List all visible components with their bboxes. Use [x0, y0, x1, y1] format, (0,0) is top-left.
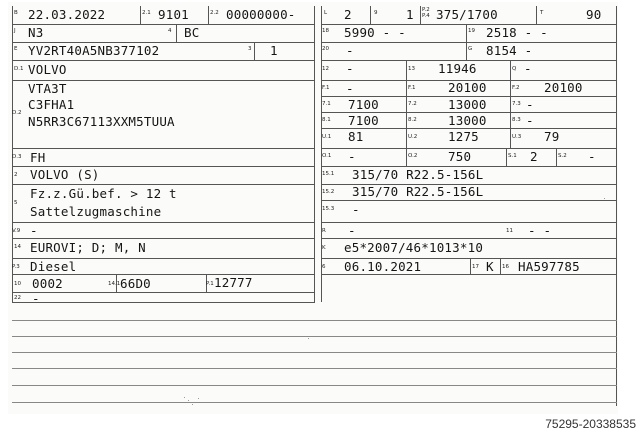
field-code: 15.2 [322, 189, 335, 195]
row-divider [321, 42, 617, 43]
field-separator [510, 60, 511, 148]
row-divider [12, 148, 315, 149]
support-load: 11946 [438, 61, 477, 76]
field-code: U.3 [512, 134, 522, 140]
variant-line: C3FHA1 [28, 97, 75, 112]
vin: YV2RT40A5NB377102 [28, 43, 160, 58]
tyres-axle-2: 315/70 R22.5-156L [352, 184, 484, 199]
right-outer-border [616, 6, 617, 406]
noise-standstill: 81 [348, 129, 364, 144]
body-type: BC [184, 25, 200, 40]
length: 5990 - - [344, 25, 406, 40]
row-divider [12, 292, 315, 293]
field-code: S.2 [558, 153, 567, 159]
body-description: Sattelzugmaschine [30, 204, 162, 219]
scan-speck [184, 397, 185, 398]
trade-name: FH [30, 150, 46, 165]
field-separator [500, 258, 501, 274]
type-line-1: VTA3T [28, 81, 67, 96]
axle-load-1: 7100 [348, 97, 379, 112]
row-divider [12, 238, 315, 239]
scan-speck [192, 404, 193, 405]
displacement: 12777 [214, 275, 253, 290]
field-separator [470, 258, 471, 274]
colour: - [348, 223, 356, 238]
field-code: 5 [14, 200, 18, 206]
trailer-load-braked: - [348, 149, 356, 164]
field-code: F.2 [512, 85, 520, 91]
scan-speck [198, 398, 199, 399]
tyres-axle-3: - [352, 202, 360, 217]
field-code: 7.2 [408, 101, 417, 107]
row-divider [12, 274, 315, 275]
field-separator [406, 148, 407, 166]
field-separator [406, 60, 407, 148]
field-code: 8.3 [512, 117, 521, 123]
code-17: K [486, 259, 494, 274]
field-code: S.1 [508, 153, 517, 159]
trailer-load-unbraked: 750 [448, 149, 472, 164]
field-f1-placeholder: - [346, 81, 354, 96]
field-separator [536, 6, 537, 24]
standing-places: - [588, 149, 596, 164]
field-code: 12 [322, 66, 329, 72]
field-code: 19 [468, 28, 475, 34]
height: - [346, 43, 354, 58]
field-code: 22 [14, 295, 21, 301]
field-code: G [468, 46, 473, 52]
field-code: U.2 [408, 134, 418, 140]
type-code: 00000000- [226, 7, 296, 22]
field-separator [254, 42, 255, 60]
field-code: R [322, 228, 326, 234]
vehicle-category: Fz.z.Gü.bef. > 12 t [30, 186, 177, 201]
field-code: J [14, 28, 16, 34]
field-code: D.3 [12, 154, 22, 160]
field-code: 7.1 [322, 101, 331, 107]
remarks-line [12, 320, 617, 321]
empty-mass: 8154 - [486, 43, 533, 58]
field-code: 14.1 [108, 281, 121, 287]
field-separator [176, 24, 177, 42]
field-code: 8.1 [322, 117, 331, 123]
field-code: 17 [472, 264, 479, 270]
remarks-line [12, 352, 617, 353]
field-code: U.1 [322, 134, 332, 140]
seats: 2 [530, 149, 538, 164]
field-code: F.1 [408, 85, 416, 91]
field-code: O.2 [408, 153, 418, 159]
emission-class: - [30, 223, 38, 238]
remarks-line [12, 402, 617, 403]
field-code: P.2 P.4 [422, 7, 430, 19]
field-code: O.1 [322, 153, 332, 159]
vehicle-class: N3 [28, 25, 44, 40]
field-code: E [14, 46, 18, 52]
driven-axles: 1 [406, 7, 414, 22]
remarks-line [12, 368, 617, 369]
tank-volume: - [346, 61, 354, 76]
field-code: 2.1 [142, 10, 151, 16]
field-code: K [322, 245, 326, 251]
field-code: 10 [14, 281, 21, 287]
first-registration-date: 22.03.2022 [28, 7, 106, 22]
field-code: 4 [168, 28, 172, 34]
axle-load-permitted-3: - [526, 113, 534, 128]
tyres-axle-1: 315/70 R22.5-156L [352, 167, 484, 182]
fuel-type: Diesel [30, 259, 77, 274]
field-code: F.1 [322, 85, 330, 91]
emission-directive: EUROVI; D; M, N [30, 240, 146, 255]
manufacturer-name: VOLVO (S) [30, 167, 100, 182]
field-code: 6 [322, 264, 326, 270]
make: VOLVO [28, 62, 67, 77]
noise-driving: 79 [544, 129, 560, 144]
field-separator [140, 6, 141, 24]
permitted-mass: 20100 [544, 80, 583, 95]
row-divider [12, 184, 315, 185]
field-code: 15.3 [322, 206, 335, 212]
field-code: B [14, 10, 18, 16]
field-code: 7.3 [512, 101, 521, 107]
document-number: HA597785 [518, 259, 580, 274]
field-code: 14 [14, 244, 21, 250]
row-divider [321, 274, 617, 275]
code-14-1: 66D0 [120, 276, 151, 291]
check-digit: 1 [270, 43, 278, 58]
field-code: 15.1 [322, 171, 335, 177]
field-code: 3 [248, 46, 252, 52]
field-code: D.1 [14, 66, 24, 72]
axle-load-2: 13000 [448, 97, 487, 112]
field-separator [208, 6, 209, 24]
manufacturer-code: 9101 [158, 7, 189, 22]
field-code: 2.2 [210, 10, 219, 16]
remarks-line [12, 385, 617, 386]
row-divider [321, 238, 617, 239]
field-separator [506, 148, 507, 166]
version-line: N5RR3C67113XXM5TUUA [28, 114, 175, 129]
colour-code: - - [528, 223, 552, 238]
row-divider [12, 222, 315, 223]
remarks-line [12, 336, 617, 337]
axle-load-permitted-1: 7100 [348, 113, 379, 128]
field-separator [370, 6, 371, 24]
remarks-22: - [32, 291, 40, 306]
field-code: T [540, 10, 544, 16]
code-10: 0002 [32, 276, 63, 291]
max-speed: 90 [586, 7, 602, 22]
width: 2518 - - [486, 25, 548, 40]
field-code: 18 [322, 28, 329, 34]
field-code: V.9 [12, 228, 21, 234]
row-divider [12, 24, 315, 25]
field-separator [466, 24, 467, 60]
scan-speck [188, 400, 189, 401]
certificate-form [8, 2, 618, 414]
field-code: D.2 [12, 110, 22, 116]
power-rpm: 375/1700 [436, 7, 498, 22]
scan-speck [308, 338, 309, 339]
field-code: L [324, 10, 328, 16]
field-code: P.1 [206, 281, 214, 287]
field-code: P.3 [12, 264, 20, 270]
field-separator [420, 6, 421, 24]
scan-speck [604, 198, 605, 199]
type-approval-number: e5*2007/46*1013*10 [344, 240, 484, 255]
field-code: 2 [14, 172, 18, 178]
field-separator [556, 148, 557, 166]
row-divider [12, 60, 315, 61]
row-divider [321, 200, 617, 201]
approval-date: 06.10.2021 [344, 259, 422, 274]
row-divider [12, 302, 315, 303]
max-mass: 20100 [448, 80, 487, 95]
field-code: 9 [374, 10, 378, 16]
field-code: 11 [506, 228, 513, 234]
axle-load-permitted-2: 13000 [448, 113, 487, 128]
power-weight-ratio: - [524, 61, 532, 76]
axles: 2 [344, 7, 352, 22]
field-code: 13 [408, 66, 415, 72]
field-code: 8.2 [408, 117, 417, 123]
row-divider [321, 222, 617, 223]
axle-load-3: - [526, 97, 534, 112]
field-code: 20 [322, 46, 329, 52]
field-code: 16 [502, 264, 509, 270]
listing-reference: 75295-20338535 [545, 417, 636, 431]
field-code: Q [512, 66, 517, 72]
noise-rpm: 1275 [448, 129, 479, 144]
